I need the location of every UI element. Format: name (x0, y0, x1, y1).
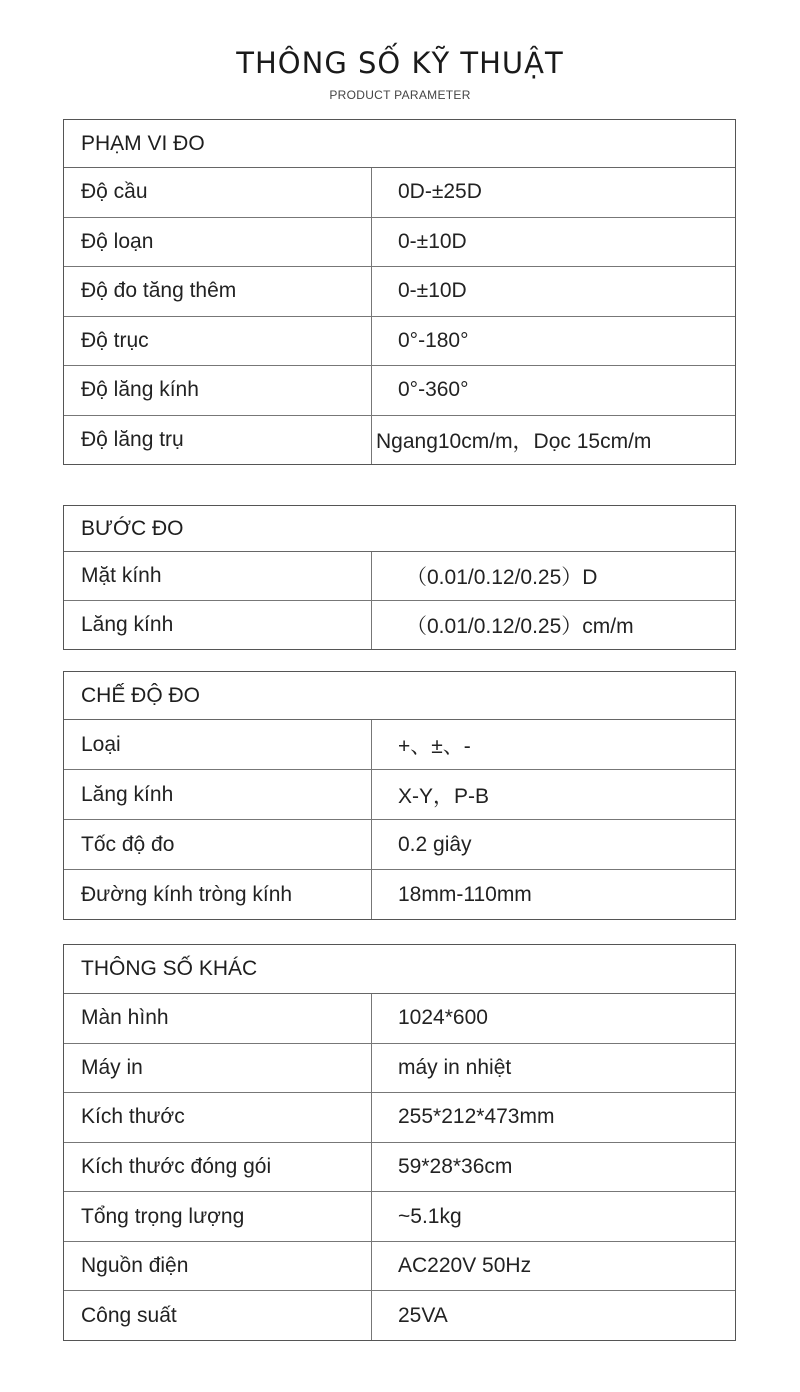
spec-value: 1024*600 (398, 1006, 488, 1030)
spec-value: （0.01/0.12/0.25）D (406, 566, 598, 589)
spec-row (64, 1044, 735, 1094)
spec-label: Độ trục (64, 317, 372, 366)
spec-label: Mặt kính (64, 552, 372, 600)
spec-value: 0°-180° (398, 328, 469, 352)
spec-row (64, 820, 735, 870)
spec-value: X-Y，P-B (398, 784, 490, 808)
spec-label: Độ đo tăng thêm (64, 267, 372, 316)
spec-value: 0°-360° (398, 378, 469, 402)
spec-value: Ngang10cm/m，Dọc 15cm/m (376, 429, 652, 453)
spec-label: Độ cầu (64, 168, 372, 217)
spec-label: Màn hình (64, 994, 372, 1043)
spec-label: Tổng trọng lượng (64, 1192, 372, 1241)
spec-value: 0.2 giây (398, 832, 472, 856)
spec-row (64, 317, 735, 367)
section-title: BƯỚC ĐO (64, 506, 735, 552)
spec-value: +、±、- (398, 734, 471, 758)
spec-section-measuring-step (63, 505, 736, 650)
spec-row (64, 1093, 735, 1143)
spec-row (64, 168, 735, 218)
spec-value: 0-±10D (398, 279, 467, 303)
spec-label: Độ lăng trụ (64, 416, 372, 465)
spec-row (64, 1291, 735, 1340)
section-title: PHẠM VI ĐO (64, 120, 735, 168)
spec-label: Kích thước (64, 1093, 372, 1142)
spec-label: Độ lăng kính (64, 366, 372, 415)
spec-row (64, 1192, 735, 1242)
spec-label: Kích thước đóng gói (64, 1143, 372, 1192)
spec-value: máy in nhiệt (398, 1055, 512, 1079)
section-title: THÔNG SỐ KHÁC (64, 945, 735, 994)
spec-section-other (63, 944, 736, 1341)
spec-label: Máy in (64, 1044, 372, 1093)
spec-row (64, 1143, 735, 1193)
spec-row (64, 552, 735, 601)
spec-value: ~5.1kg (398, 1204, 462, 1228)
page-title: THÔNG SỐ KỸ THUẬT (236, 46, 564, 80)
spec-row (64, 1242, 735, 1292)
spec-row (64, 770, 735, 820)
spec-value: 255*212*473mm (398, 1105, 555, 1129)
spec-label: Đường kính tròng kính (64, 870, 372, 919)
spec-value: （0.01/0.12/0.25）cm/m (406, 615, 634, 638)
spec-row (64, 870, 735, 919)
section-title: CHẾ ĐỘ ĐO (64, 672, 735, 720)
spec-value: 0D-±25D (398, 180, 482, 204)
spec-row (64, 267, 735, 317)
spec-value: AC220V 50Hz (398, 1254, 532, 1278)
spec-value: 59*28*36cm (398, 1155, 513, 1179)
spec-label: Lăng kính (64, 601, 372, 649)
spec-row (64, 218, 735, 268)
spec-row (64, 366, 735, 416)
spec-row (64, 416, 735, 465)
spec-label: Nguồn điện (64, 1242, 372, 1291)
spec-label: Lăng kính (64, 770, 372, 819)
spec-value: 25VA (398, 1303, 448, 1327)
spec-value: 0-±10D (398, 229, 467, 253)
spec-label: Tốc độ đo (64, 820, 372, 869)
spec-value: 18mm-110mm (398, 882, 532, 906)
spec-row (64, 720, 735, 770)
spec-row (64, 994, 735, 1044)
spec-section-measuring-range (63, 119, 736, 465)
spec-label: Loại (64, 720, 372, 769)
page-subtitle: PRODUCT PARAMETER (329, 88, 471, 102)
spec-row (64, 601, 735, 649)
spec-label: Công suất (64, 1291, 372, 1340)
spec-section-measuring-mode (63, 671, 736, 920)
spec-label: Độ loạn (64, 218, 372, 267)
